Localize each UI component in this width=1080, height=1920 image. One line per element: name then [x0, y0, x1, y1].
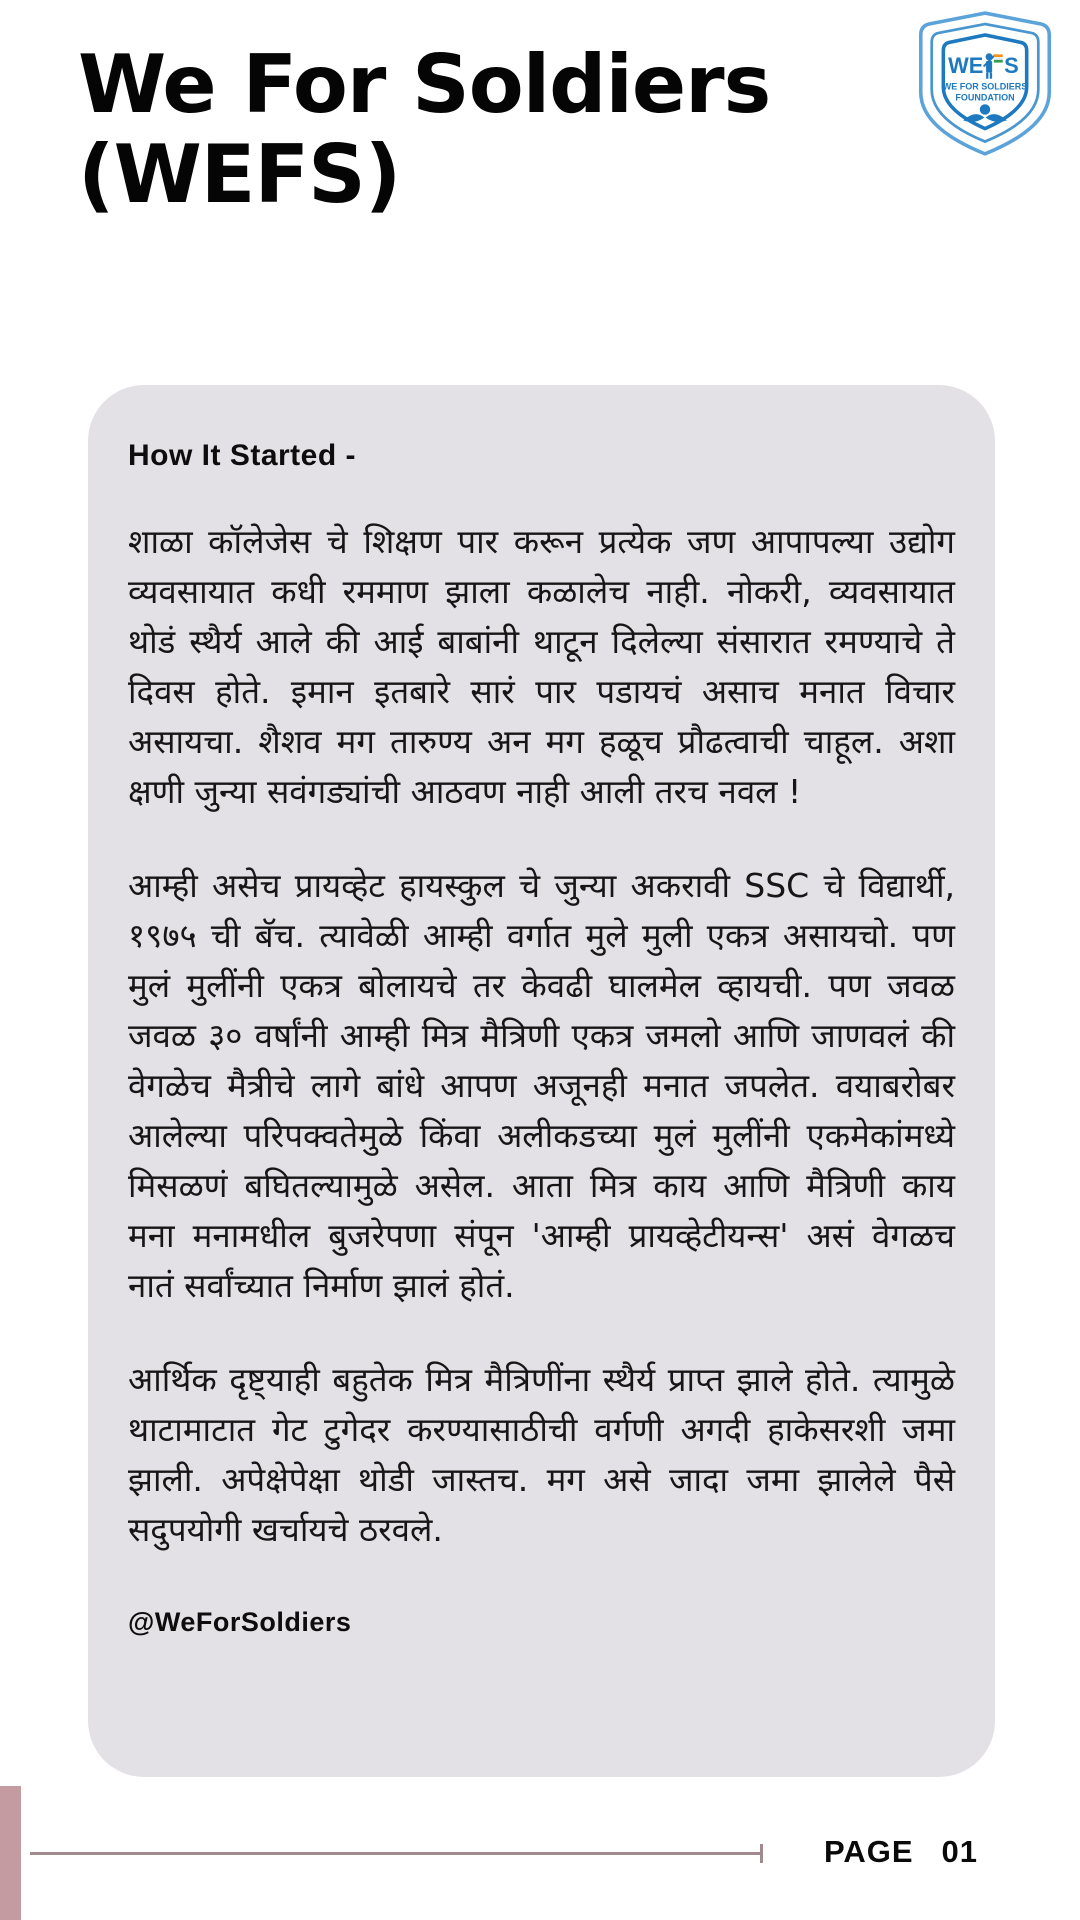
page-title [78, 40, 878, 221]
wefs-logo [903, 8, 1067, 174]
card-heading: How It Started - [128, 439, 357, 472]
logo-shield-icon [903, 8, 1067, 174]
logo-acronym-s: S [1004, 53, 1019, 79]
page-title-line2: (WEFS) [78, 128, 401, 222]
social-handle: @WeForSoldiers [128, 1607, 352, 1637]
logo-name-line2: FOUNDATION [955, 92, 1015, 103]
footer-rule-tick [760, 1844, 763, 1863]
paragraph-1: शाळा कॉलेजेस चे शिक्षण पार करून प्रत्येक जण आपापल्या उद्योग व्यवसायात कधी रममाण झाला कळालेच नाही. नोकरी, व्यवसायात थोडं स्थैर्य आले की आई बाबांनी थाटून दिलेल्या संसारात रमण्याचे ते दिवस होते. इमान इतबारे सारं पार पडायचं असाच मनात विचार असायचा. शैशव मग तारुण्य अन मग हळूच प्रौढत्वाची चाहूल. अशा क्षणी जुन्या सवंगड्यांची आठवण नाही आली तरच नवल ! [128, 522, 955, 811]
logo-acronym-we: WE [948, 53, 984, 79]
page-number-label: PAGE [823, 1834, 914, 1869]
page-number [824, 1834, 978, 1870]
paragraph-3: आर्थिक दृष्ट्याही बहुतेक मित्र मैत्रिणींना स्थैर्य प्राप्त झाले होते. त्यामुळे थाटामाटात गेट टुगेदर करण्यासाठीची वर्गणी अगदी हाकेसरशी जमा झाली. अपेक्षेपेक्षा थोडी जास्तच. मग असे जादा जमा झालेले पैसे सदुपयोगी खर्चायचे ठरवले. [128, 1360, 955, 1549]
page-title-line1: We For Soldiers [78, 38, 771, 131]
left-accent-bar [0, 1786, 21, 1920]
footer-rule [30, 1852, 763, 1855]
flag-icon [994, 54, 1003, 62]
content-card [88, 385, 995, 1777]
page-number-value: 01 [941, 1834, 978, 1869]
logo-name-line1: WE FOR SOLDIERS [942, 81, 1028, 92]
paragraph-2: आम्ही असेच प्रायव्हेट हायस्कुल चे जुन्या अकरावी SSC चे विद्यार्थी, १९७५ ची बॅच. त्यावेळी आम्ही वर्गात मुले मुली एकत्र असायचो. पण मुलं मुलींनी एकत्र बोलायचे तर केवढी घालमेल व्हायची. पण जवळ जवळ ३० वर्षांनी आम्ही मित्र मैत्रिणी एकत्र जमलो आणि जाणवलं की वेगळेच मैत्रीचे लागे बांधे आपण अजूनही मनात जपलेत. वयाबरोबर आलेल्या परिपक्वतेमुळे किंवा अलीकडच्या मुलं मुलींनी एकमेकांमध्ये मिसळणं बघितल्यामुळे असेल. आता मित्र काय आणि मैत्रिणी काय मना मनामधील बुजरेपणा संपून 'आम्ही प्रायव्हेटीयन्स' असं वेगळच नातं सर्वांच्यात निर्माण झालं होतं. [128, 866, 955, 1305]
